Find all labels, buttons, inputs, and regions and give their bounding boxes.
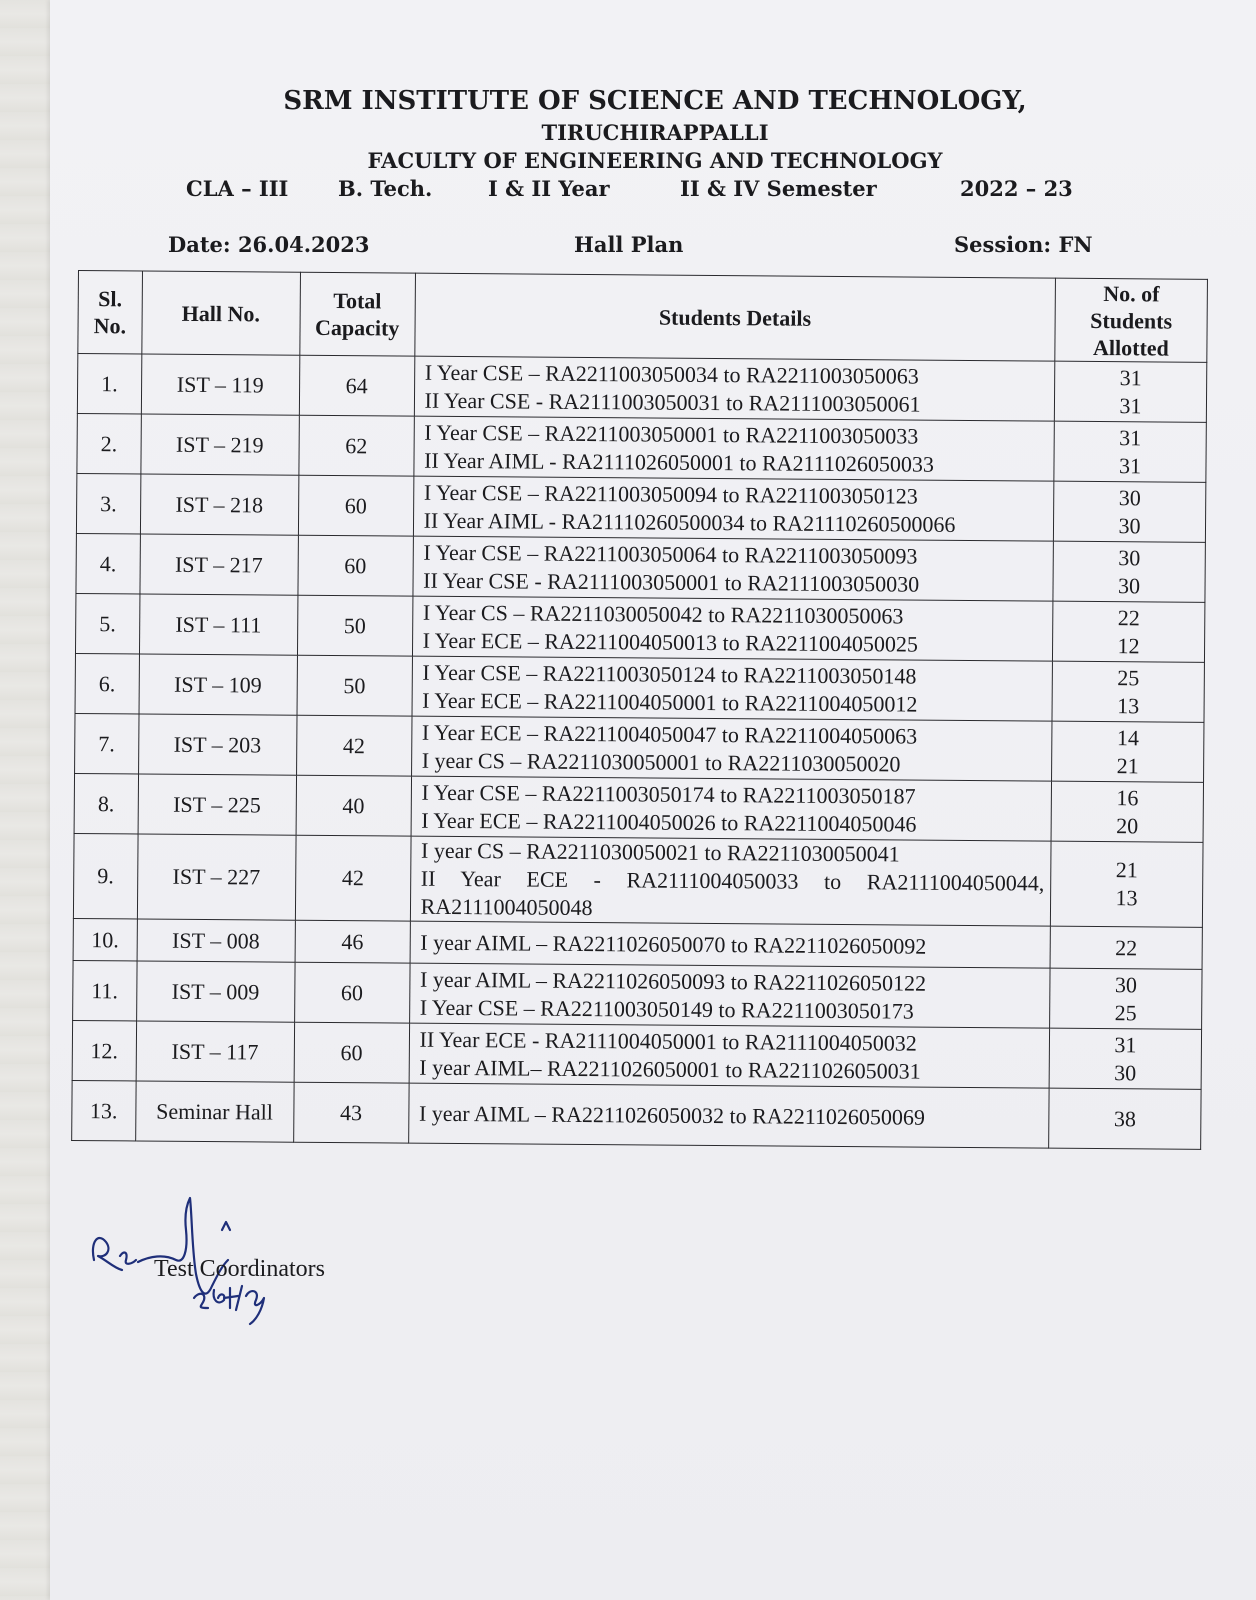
cell-capacity: 50	[297, 655, 412, 716]
allotted-count: 21	[1116, 752, 1139, 778]
cell-student-details	[411, 776, 1052, 841]
cell-capacity: 43	[293, 1082, 408, 1143]
table-row	[72, 1020, 1201, 1089]
detail-line: I Year CSE – RA2211003050094 to RA2211003050123	[423, 479, 918, 509]
cell-capacity: 64	[299, 355, 414, 416]
cell-students-allotted	[1053, 481, 1205, 542]
faculty-name: FACULTY OF ENGINEERING AND TECHNOLOGY	[367, 148, 943, 173]
header-text: Allotted	[1092, 334, 1169, 361]
cell-students-allotted	[1050, 926, 1202, 969]
allotted-count: 30	[1117, 572, 1141, 598]
allotted-count: 31	[1114, 1031, 1137, 1057]
allotted-count: 12	[1117, 632, 1140, 658]
cell-capacity: 50	[297, 595, 412, 656]
cell-sl-no: 6.	[75, 653, 139, 713]
cell-hall-no: IST – 109	[139, 654, 298, 715]
cell-sl-no: 7.	[75, 713, 139, 773]
detail-line: I Year ECE – RA2211004050001 to RA2211004050012	[422, 687, 918, 717]
cell-hall-no: IST – 203	[138, 714, 297, 775]
cell-student-details	[409, 963, 1050, 1028]
cell-students-allotted	[1052, 661, 1204, 722]
cell-hall-no: IST – 218	[140, 474, 299, 535]
plan-meta-row	[168, 232, 1128, 262]
table-row	[77, 354, 1206, 423]
cell-student-details	[413, 476, 1054, 541]
detail-line: I Year ECE – RA2211004050047 to RA2211004050063	[421, 719, 918, 749]
cell-students-allotted	[1054, 421, 1206, 482]
test-coordinators-label: Test Coordinators	[154, 1256, 325, 1282]
header-text: Total	[333, 288, 382, 314]
col-header-allotted	[1055, 278, 1208, 362]
exam-date: Date: 26.04.2023	[168, 232, 370, 257]
cell-student-details	[412, 596, 1053, 661]
header-text: Sl.	[98, 286, 123, 312]
allotted-count: 22	[1117, 604, 1140, 630]
allotted-count: 30	[1114, 1059, 1137, 1085]
detail-line: I year AIML – RA2211026050070 to RA2211026050092	[420, 929, 927, 959]
col-header-capacity	[300, 272, 416, 356]
cell-student-details	[409, 1023, 1050, 1088]
cell-hall-no: IST – 227	[137, 834, 296, 920]
cell-hall-no: IST – 008	[137, 919, 295, 962]
cell-sl-no: 10.	[73, 918, 137, 960]
detail-line: II Year ECE - RA2111004050001 to RA2111004050032	[419, 1026, 917, 1056]
cell-sl-no: 8.	[74, 773, 138, 833]
cell-capacity: 46	[295, 920, 410, 963]
detail-line: I Year CSE – RA2211003050124 to RA2211003050148	[422, 659, 917, 689]
detail-line: II Year CSE - RA2111003050031 to RA2111003050061	[424, 387, 921, 417]
cell-students-allotted	[1049, 1088, 1201, 1149]
cell-students-allotted	[1053, 601, 1205, 662]
cell-capacity: 60	[294, 962, 409, 1023]
cell-students-allotted	[1054, 361, 1206, 422]
cell-students-allotted	[1051, 781, 1203, 842]
cell-hall-no: IST – 009	[136, 961, 295, 1022]
cell-hall-no: IST – 225	[138, 774, 297, 835]
cell-capacity: 60	[298, 535, 413, 596]
cell-capacity: 60	[298, 475, 413, 536]
allotted-count: 30	[1118, 544, 1141, 570]
detail-line: I Year CSE – RA2211003050001 to RA2211003050033	[424, 419, 919, 449]
allotted-count: 22	[1115, 934, 1138, 960]
cell-hall-no: IST – 119	[141, 354, 300, 415]
cell-student-details	[408, 1083, 1049, 1148]
allotted-count: 21	[1115, 857, 1138, 883]
detail-line: I Year CS – RA2211030050042 to RA2211030050063	[422, 599, 904, 628]
cell-sl-no: 12.	[72, 1020, 136, 1080]
program-name: B. Tech.	[338, 176, 433, 201]
detail-line: I Year CSE – RA2211003050174 to RA2211003050187	[421, 779, 916, 809]
detail-line: II Year AIML - RA21110260500034 to RA21110260500066	[423, 507, 956, 537]
cell-capacity: 42	[295, 835, 411, 921]
allotted-count: 14	[1116, 724, 1139, 750]
exam-meta-row	[186, 176, 1106, 206]
allotted-count: 13	[1117, 692, 1140, 718]
col-header-hall: Hall No.	[141, 271, 300, 355]
table-row	[76, 473, 1205, 542]
cell-student-details	[410, 921, 1051, 968]
allotted-count: 20	[1116, 812, 1139, 838]
table-row	[73, 833, 1203, 927]
cell-capacity: 40	[296, 775, 411, 836]
cell-capacity: 60	[294, 1022, 409, 1083]
cell-student-details	[414, 356, 1055, 421]
cell-sl-no: 9.	[73, 833, 137, 918]
table-row	[74, 773, 1203, 842]
detail-line: I year AIML – RA2211026050032 to RA2211026050069	[418, 1100, 926, 1130]
header-text: No. of	[1103, 280, 1160, 306]
cell-capacity: 62	[299, 415, 414, 476]
academic-year: 2022 – 23	[960, 176, 1073, 201]
cell-hall-no: Seminar Hall	[135, 1081, 294, 1142]
table-row	[77, 413, 1206, 482]
header-text: No.	[93, 313, 127, 339]
allotted-count: 13	[1115, 885, 1138, 911]
semester-range: II & IV Semester	[680, 176, 877, 201]
table-row	[72, 1080, 1201, 1149]
cell-sl-no: 5.	[75, 593, 139, 653]
detail-line: I year AIML – RA2211026050093 to RA2211026050122	[419, 966, 927, 996]
cell-sl-no: 4.	[76, 533, 140, 593]
detail-line: I Year ECE – RA2211004050013 to RA2211004050025	[422, 627, 919, 657]
cell-students-allotted	[1049, 1028, 1201, 1089]
cell-student-details	[414, 416, 1055, 481]
year-range: I & II Year	[488, 176, 610, 201]
detail-line: I Year CSE – RA2211003050149 to RA2211003050173	[419, 994, 914, 1024]
cell-sl-no: 11.	[73, 960, 137, 1020]
session-label: Session: FN	[954, 232, 1093, 257]
allotted-count: 30	[1114, 971, 1138, 997]
cell-sl-no: 1.	[77, 354, 141, 414]
cell-hall-no: IST – 219	[141, 414, 300, 475]
allotted-count: 31	[1119, 364, 1142, 390]
detail-line: I year CS – RA2211030050021 to RA2211030050041	[420, 837, 900, 867]
allotted-count: 16	[1116, 784, 1139, 810]
table-row	[76, 533, 1205, 602]
detail-line: I year CS – RA2211030050001 to RA2211030050020	[421, 747, 901, 776]
allotted-count: 30	[1118, 512, 1141, 538]
cell-sl-no: 2.	[77, 413, 141, 473]
detail-line: II Year AIML - RA2111026050001 to RA2111026050033	[424, 447, 935, 477]
cell-capacity: 42	[296, 715, 411, 776]
col-header-details: Students Details	[414, 273, 1055, 361]
col-header-sl	[78, 271, 142, 354]
institute-name: SRM INSTITUTE OF SCIENCE AND TECHNOLOGY,	[283, 86, 1027, 116]
cell-hall-no: IST – 217	[140, 534, 299, 595]
institute-city: TIRUCHIRAPPALLI	[541, 120, 769, 145]
table-row	[73, 960, 1202, 1029]
desk-background	[0, 0, 50, 1600]
cell-sl-no: 3.	[76, 473, 140, 533]
cell-student-details	[413, 536, 1054, 601]
table-row	[75, 713, 1204, 782]
table-row	[75, 653, 1204, 722]
header-text: Students	[1090, 307, 1173, 334]
allotted-count: 38	[1113, 1105, 1136, 1131]
allotted-count: 30	[1118, 484, 1141, 510]
cell-students-allotted	[1050, 841, 1203, 927]
table-body	[72, 354, 1207, 1150]
cell-students-allotted	[1052, 721, 1204, 782]
detail-line: I Year CSE – RA2211003050064 to RA2211003050093	[423, 539, 918, 569]
table-header-row	[78, 271, 1208, 363]
detail-line: I Year CSE – RA2211003050034 to RA2211003050063	[424, 359, 919, 389]
exam-name: CLA – III	[186, 176, 289, 201]
detail-line: I year AIML– RA2211026050001 to RA2211026050031	[419, 1054, 921, 1084]
allotted-count: 31	[1119, 392, 1142, 418]
allotted-count: 25	[1114, 999, 1137, 1025]
plan-title: Hall Plan	[574, 232, 684, 257]
detail-line: I Year ECE – RA2211004050026 to RA2211004050046	[421, 807, 917, 837]
cell-sl-no: 13.	[72, 1080, 136, 1140]
detail-line: II Year CSE - RA2111003050001 to RA2111003050030	[423, 567, 920, 597]
cell-students-allotted	[1050, 968, 1202, 1029]
cell-students-allotted	[1053, 541, 1205, 602]
cell-student-details	[412, 656, 1053, 721]
cell-student-details	[411, 716, 1052, 781]
cell-student-details	[410, 836, 1051, 926]
cell-hall-no: IST – 117	[136, 1021, 295, 1082]
cell-hall-no: IST – 111	[139, 594, 298, 655]
allotted-count: 31	[1119, 424, 1142, 450]
table-row	[75, 593, 1204, 662]
allotted-count: 31	[1118, 452, 1142, 478]
allotted-count: 25	[1117, 664, 1140, 690]
header-text: Capacity	[314, 314, 400, 341]
detail-line: II Year ECE - RA2111004050033 to RA2111004050044, RA2111004050048	[420, 865, 1045, 921]
hall-plan-table	[71, 270, 1208, 1150]
